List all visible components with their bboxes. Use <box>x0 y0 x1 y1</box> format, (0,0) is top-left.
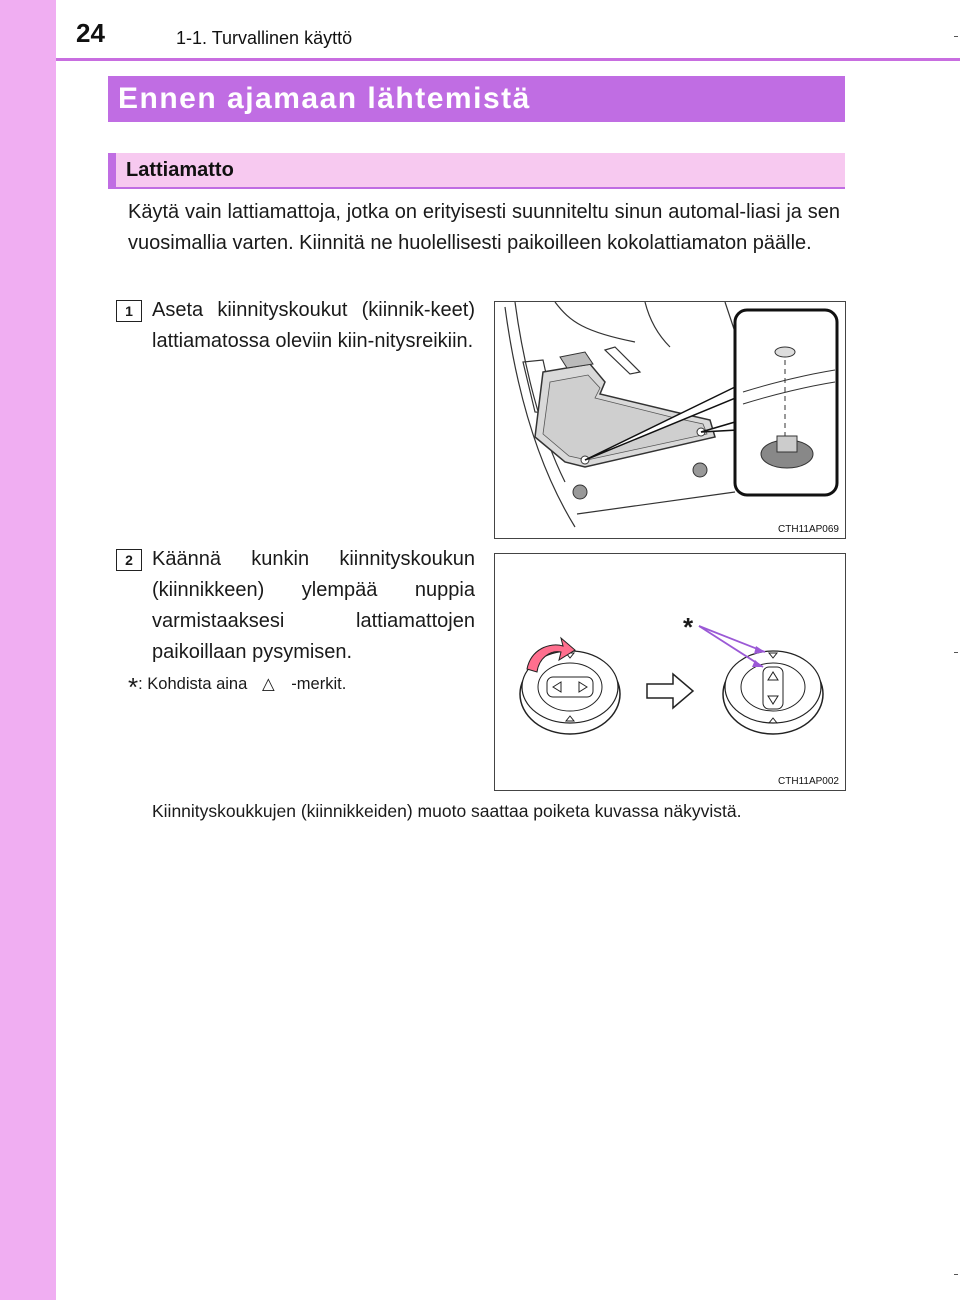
step-text-1: Aseta kiinnityskoukut (kiinnik-keet) lattiamatossa oleviin kiin-nitysreikiin. <box>152 299 475 352</box>
triangle-mark-icon: △ <box>261 675 275 693</box>
subsection-accent <box>108 153 116 187</box>
subsection-bar <box>108 153 845 189</box>
left-margin-band <box>0 0 56 1300</box>
page-title: Ennen ajamaan lähtemistä <box>118 82 531 115</box>
crop-mark <box>954 652 958 653</box>
note-line <box>128 672 346 703</box>
subsection-title: Lattiamatto <box>126 159 234 181</box>
note-suffix: -merkit. <box>291 675 347 693</box>
figure-asterisk: * <box>683 612 694 642</box>
hook-knob-illustration <box>495 554 845 790</box>
intro-paragraph: Käytä vain lattiamattoja, jotka on erityisesti suunniteltu sinun automal-liasi ja sen vuosimallia varten. Kiinnitä ne huolellisesti paikoilleen kokolattiamaton päälle. <box>128 201 840 254</box>
step-number-1: 1 <box>116 300 142 322</box>
figure-hook-knob <box>494 553 846 791</box>
crop-mark <box>954 1274 958 1275</box>
crop-mark <box>954 36 958 37</box>
page-title-bar <box>108 76 845 122</box>
step-number-2: 2 <box>116 549 142 571</box>
figure-caption: Kiinnityskoukkujen (kiinnikkeiden) muoto saattaa poiketa kuvassa näkyvistä. <box>152 801 742 821</box>
figure-code-1: CTH11AP069 <box>778 524 839 535</box>
figure-floor-mat <box>494 301 846 539</box>
floor-mat-illustration <box>495 302 845 538</box>
asterisk-symbol: * <box>128 672 139 702</box>
section-header: 1-1. Turvallinen käyttö <box>176 28 353 48</box>
page-number: 24 <box>76 18 105 48</box>
note-prefix: : Kohdista aina <box>138 675 248 693</box>
figure-code-2: CTH11AP002 <box>778 776 839 787</box>
step-text-2: Käännä kunkin kiinnityskoukun (kiinnikkeen) ylempää nuppia varmistaaksesi lattiamattojen paikoillaan pysymisen. <box>152 548 475 663</box>
header-rule <box>56 58 960 61</box>
